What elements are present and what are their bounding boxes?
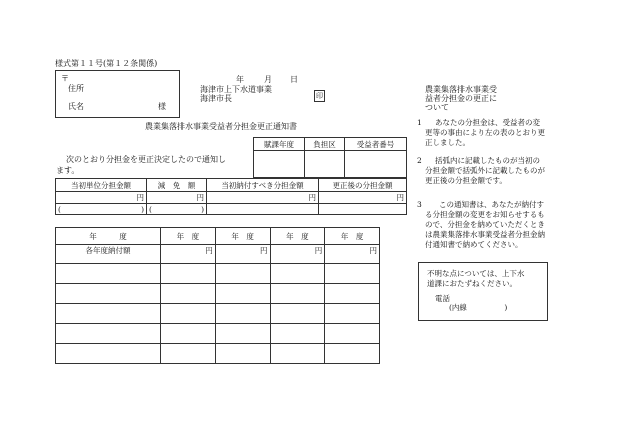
inquiry-box: [418, 262, 548, 321]
form-number: 様式第１１号(第１２条関係): [55, 59, 158, 68]
unit-yen: 円: [161, 245, 216, 264]
table-row: [56, 344, 161, 364]
unit-yen: 円: [207, 192, 319, 204]
note-1-number: 1: [417, 118, 422, 127]
notice-title: 農業集落排水事業受益者分担金更正通知書: [145, 122, 297, 131]
paren-open: (: [58, 204, 61, 214]
note-1-text: あなたの分担金は、受益者の変更等の事由により左の表のとおり更正しました。: [425, 118, 545, 147]
note-3-text: この通知書は、あなたが納付する分担金額の変更をお知らせするもので、分担金を納めていただくときは農業集落排水事業受益者分担金納付通知書で納めてください。: [425, 200, 545, 249]
paren-cell: [56, 204, 147, 215]
title-right-line1: 農業集落排水事業受: [425, 85, 497, 94]
amount-table: [55, 178, 407, 215]
note-2-text: 括弧内に記載したものが当初の分担金額で括弧外に記載したものが更正後の分担金額です。: [425, 156, 545, 185]
header-initial-payable: 当初納付すべき分担金額: [207, 179, 319, 192]
date-month: 月: [264, 75, 272, 84]
header-reduction: 減 免 額: [147, 179, 207, 192]
paren-cell: [147, 204, 207, 215]
postal-mark: 〒: [61, 74, 69, 83]
cell-beneficiary-number: [345, 151, 407, 178]
year-header-label: 年 度: [56, 228, 161, 245]
unit-yen: 円: [319, 192, 407, 204]
year-col-header: 年 度: [325, 228, 380, 245]
inquiry-line1: 不明な点については、上下水: [427, 269, 525, 278]
paren-close: ): [201, 204, 204, 214]
issuer-line1: 海津市上下水道事業: [200, 85, 272, 94]
header-levy-year: 賦課年度: [254, 138, 305, 151]
note-2-number: 2: [417, 156, 422, 165]
address-label: 住所: [68, 84, 84, 93]
year-col-header: 年 度: [161, 228, 216, 245]
cell-burden-district: [305, 151, 345, 178]
date-day: 日: [290, 75, 298, 84]
intro-line1: 次のとおり分担金を更正決定したので通知し: [66, 155, 226, 164]
header-initial-unit-amount: 当初単位分担金額: [56, 179, 147, 192]
date-year: 年: [236, 75, 244, 84]
issuer-line2: 海津市長: [200, 94, 232, 103]
header-burden-district: 負担区: [305, 138, 345, 151]
unit-yen: 円: [270, 245, 325, 264]
year-table: [55, 227, 380, 364]
note-3-number: 3: [417, 200, 422, 209]
unit-yen: 円: [325, 245, 380, 264]
extension-label: (内線 ): [449, 303, 508, 312]
unit-yen: 円: [56, 192, 147, 204]
name-label: 氏名: [68, 102, 84, 111]
honorific: 様: [158, 102, 166, 111]
title-right-line3: ついて: [425, 103, 449, 112]
empty-cell: [207, 204, 319, 215]
table-row: [56, 264, 161, 284]
annual-payment-label: 各年度納付額: [56, 245, 161, 264]
paren-close: ): [141, 204, 144, 214]
empty-cell: [319, 204, 407, 215]
info-table: [253, 137, 407, 178]
table-row: [56, 284, 161, 304]
year-col-header: 年 度: [270, 228, 325, 245]
unit-yen: 円: [215, 245, 270, 264]
cell-levy-year: [254, 151, 305, 178]
title-right-line2: 益者分担金の更正に: [425, 94, 497, 103]
recipient-box: [55, 70, 180, 118]
header-corrected-amount: 更正後の分担金額: [319, 179, 407, 192]
year-col-header: 年 度: [215, 228, 270, 245]
table-row: [56, 324, 161, 344]
intro-line2: ます。: [56, 166, 80, 175]
table-row: [56, 304, 161, 324]
paren-open: (: [149, 204, 152, 214]
inquiry-line2: 道課におたずねください。: [427, 279, 517, 288]
phone-label: 電話: [435, 294, 450, 303]
unit-yen: 円: [147, 192, 207, 204]
seal-mark: 印: [316, 92, 323, 100]
header-beneficiary-number: 受益者番号: [345, 138, 407, 151]
